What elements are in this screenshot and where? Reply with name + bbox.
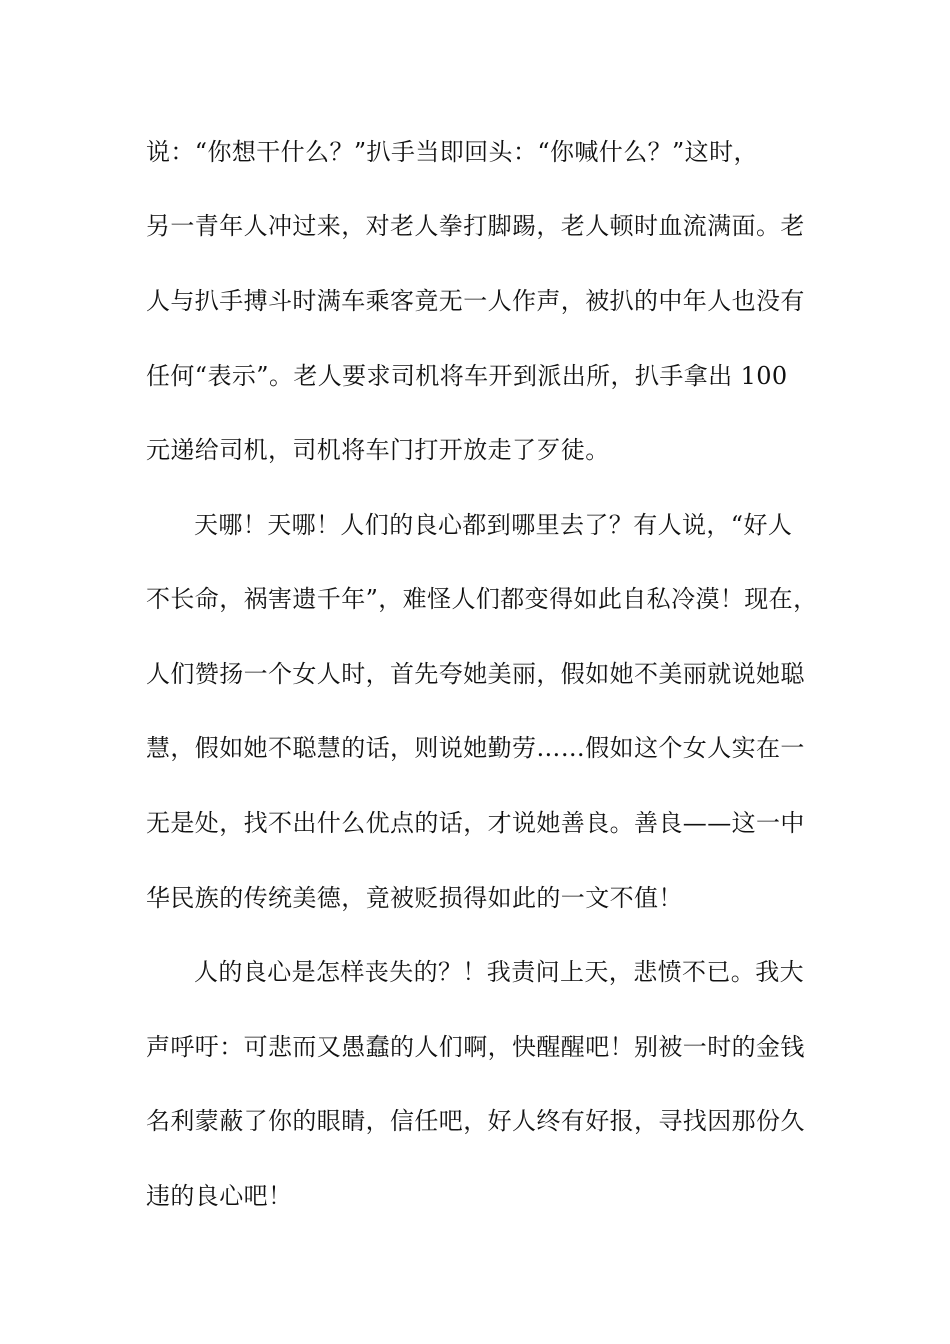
text-line: 华民族的传统美德，竟被贬损得如此的一文不值！ [146, 884, 683, 912]
text-line: 人的良心是怎样丧失的？！我责问上天，悲愤不已。我大 [194, 958, 804, 986]
text-line: 声呼吁：可悲而又愚蠢的人们啊，快醒醒吧！别被一时的金钱 [146, 1033, 805, 1061]
text-line: 名利蒙蔽了你的眼睛，信任吧，好人终有好报，寻找因那份久 [146, 1107, 805, 1135]
text-line: 慧，假如她不聪慧的话，则说她勤劳……假如这个女人实在一 [146, 734, 805, 762]
text-line: 不长命，祸害遗千年”，难怪人们都变得如此自私冷漠！现在， [146, 585, 818, 613]
text-line: 说：“你想干什么？”扒手当即回头：“你喊什么？”这时， [146, 138, 758, 166]
text-line: 无是处，找不出什么优点的话，才说她善良。善良——这一中 [146, 809, 805, 837]
text-line: 另一青年人冲过来，对老人拳打脚踢，老人顿时血流满面。老 [146, 212, 805, 240]
text-line: 元递给司机，司机将车门打开放走了歹徒。 [146, 436, 610, 464]
text-line: 人们赞扬一个女人时，首先夸她美丽，假如她不美丽就说她聪 [146, 660, 805, 688]
text-line: 违的良心吧！ [146, 1182, 293, 1210]
text-line: 人与扒手搏斗时满车乘客竟无一人作声，被扒的中年人也没有 [146, 287, 805, 315]
text-line: 天哪！天哪！人们的良心都到哪里去了？有人说，“好人 [194, 511, 793, 539]
text-line: 任何“表示”。老人要求司机将车开到派出所，扒手拿出 100 [146, 362, 788, 390]
